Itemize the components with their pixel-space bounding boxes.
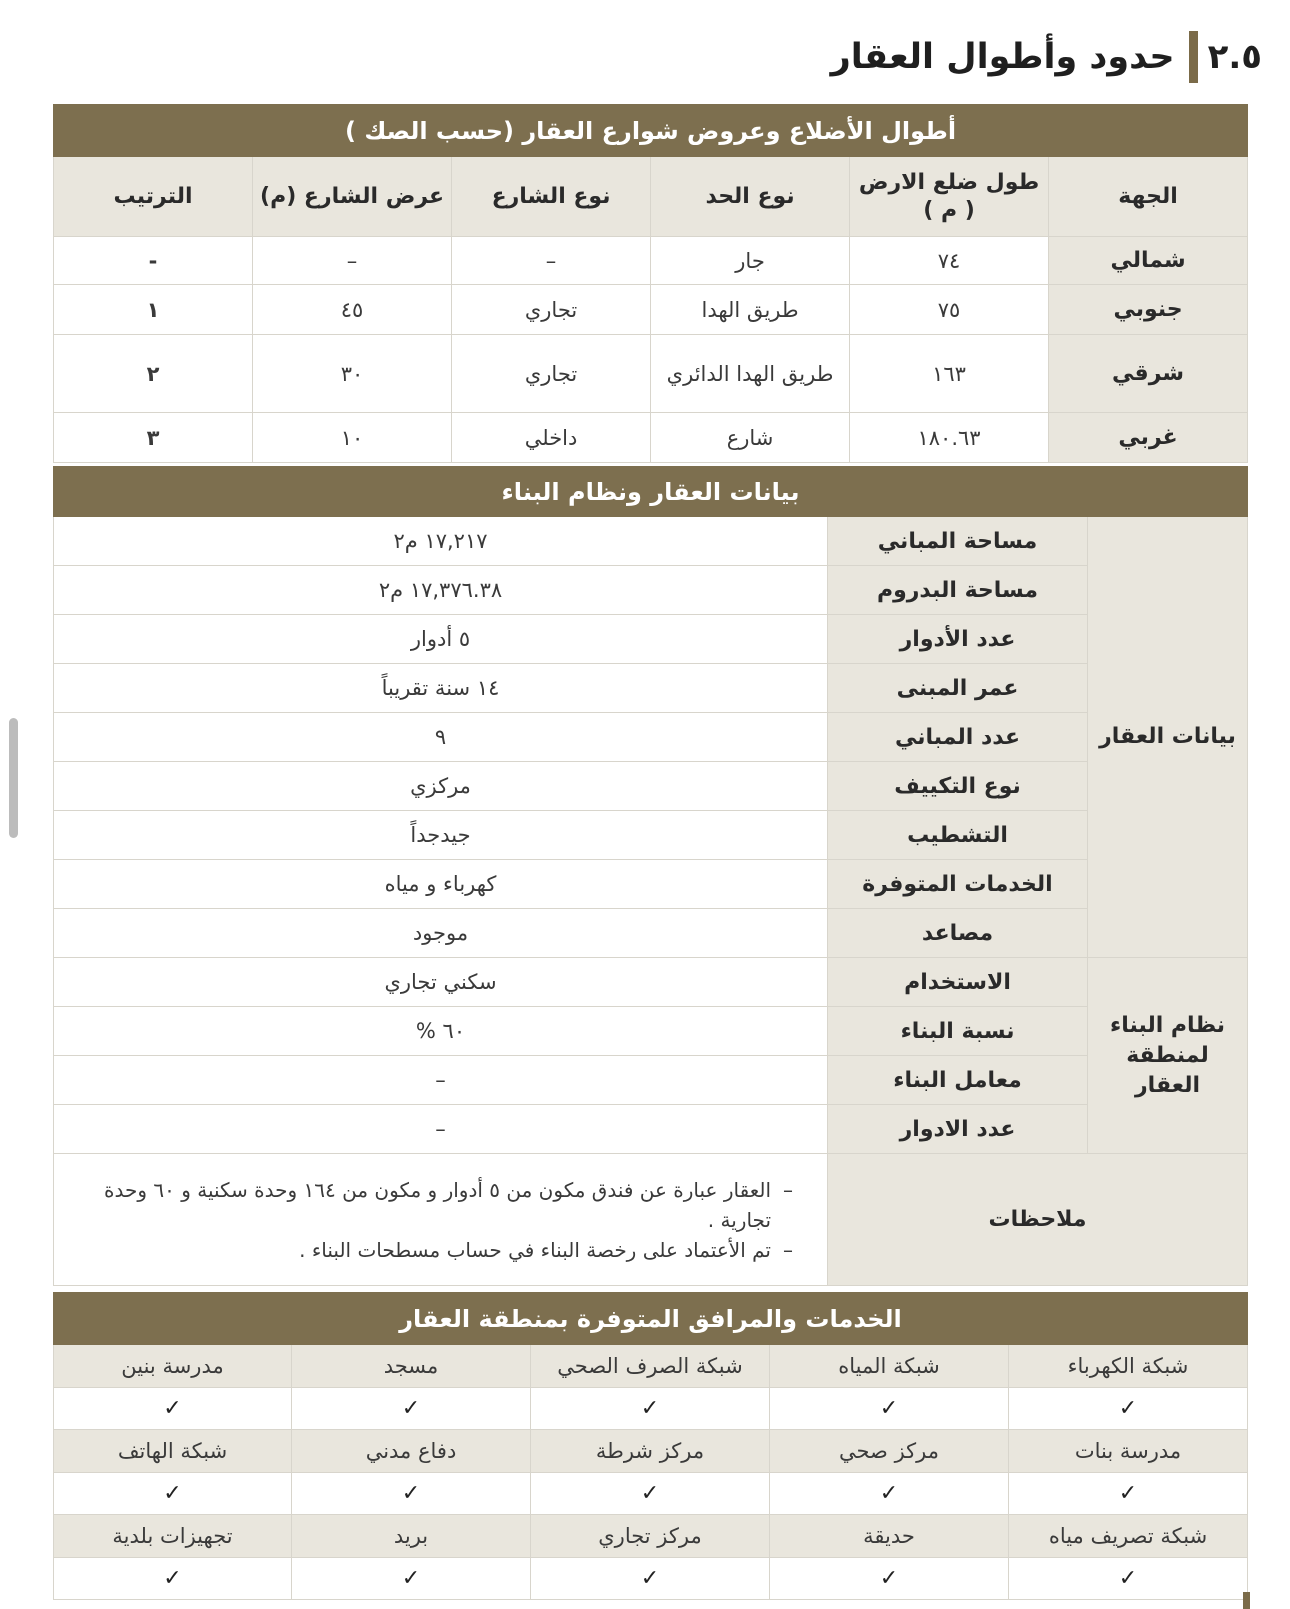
row-label: معامل البناء: [828, 1056, 1088, 1105]
check-icon: ✓: [1009, 1473, 1248, 1515]
street-type-cell: تجاري: [452, 335, 651, 413]
section-title: حدود وأطوال العقار: [830, 37, 1175, 77]
boundary-cell: طريق الهدا الدائري: [651, 335, 850, 413]
length-cell: ١٨٠.٦٣: [850, 413, 1049, 463]
table-row: [54, 615, 1248, 664]
row-label: عدد الادوار: [828, 1105, 1088, 1154]
row-value: ١٤ سنة تقريباً: [54, 664, 828, 713]
boundary-cell: طريق الهدا: [651, 285, 850, 335]
table-row: [54, 413, 1248, 463]
section-heading: [831, 28, 1262, 86]
services-table-title: الخدمات والمرافق المتوفرة بمنطقة العقار: [54, 1293, 1248, 1345]
row-label: الخدمات المتوفرة: [828, 860, 1088, 909]
service-name: شبكة الكهرباء: [1009, 1345, 1248, 1388]
note-dash: –: [783, 1177, 794, 1202]
table-row: [54, 1007, 1248, 1056]
service-name: بريد: [292, 1515, 531, 1558]
row-label: نوع التكييف: [828, 762, 1088, 811]
heading-accent-bar: [1189, 31, 1198, 83]
service-name: شبكة تصريف مياه: [1009, 1515, 1248, 1558]
street-type-cell: –: [452, 237, 651, 285]
check-icon: ✓: [531, 1473, 770, 1515]
street-type-cell: تجاري: [452, 285, 651, 335]
sides-table: [53, 104, 1248, 463]
row-value: –: [54, 1105, 828, 1154]
row-label: عمر المبنى: [828, 664, 1088, 713]
row-label: نسبة البناء: [828, 1007, 1088, 1056]
order-cell: ٢: [54, 335, 253, 413]
row-label: مساحة البدروم: [828, 566, 1088, 615]
check-icon: ✓: [531, 1558, 770, 1600]
side-cell: شرقي: [1049, 335, 1248, 413]
table-row: [54, 860, 1248, 909]
service-name: مركز شرطة: [531, 1430, 770, 1473]
col-header-side: الجهة: [1049, 157, 1248, 237]
table-row: [54, 1056, 1248, 1105]
notes-cell: [54, 1154, 828, 1286]
row-value: ٦٠ %: [54, 1007, 828, 1056]
row-value: مركزي: [54, 762, 828, 811]
col-header-boundary: نوع الحد: [651, 157, 850, 237]
page-accent-bar: [1243, 1592, 1250, 1609]
row-label: التشطيب: [828, 811, 1088, 860]
row-label: عدد الأدوار: [828, 615, 1088, 664]
row-value: سكني تجاري: [54, 958, 828, 1007]
col-header-street-width: عرض الشارع (م): [253, 157, 452, 237]
row-value: موجود: [54, 909, 828, 958]
table-row: [54, 285, 1248, 335]
service-name: حديقة: [770, 1515, 1009, 1558]
check-icon: ✓: [770, 1473, 1009, 1515]
table-row: [54, 811, 1248, 860]
street-width-cell: ١٠: [253, 413, 452, 463]
order-cell: -: [54, 237, 253, 285]
notes-label: ملاحظات: [828, 1154, 1248, 1286]
sides-table-title: أطوال الأضلاع وعروض شوارع العقار (حسب الصك ): [54, 105, 1248, 157]
row-value: –: [54, 1056, 828, 1105]
order-cell: ٣: [54, 413, 253, 463]
table-row: [54, 517, 1248, 566]
side-cell: شمالي: [1049, 237, 1248, 285]
street-width-cell: ٤٥: [253, 285, 452, 335]
row-value: كهرباء و مياه: [54, 860, 828, 909]
street-width-cell: ٣٠: [253, 335, 452, 413]
check-icon: ✓: [54, 1473, 292, 1515]
service-name: مركز تجاري: [531, 1515, 770, 1558]
service-name: شبكة الهاتف: [54, 1430, 292, 1473]
service-name: مسجد: [292, 1345, 531, 1388]
row-label: عدد المباني: [828, 713, 1088, 762]
row-label: مساحة المباني: [828, 517, 1088, 566]
note-text: تم الأعتماد على رخصة البناء في حساب مسطحات البناء .: [299, 1237, 772, 1262]
table-row: [54, 664, 1248, 713]
table-row: [54, 762, 1248, 811]
service-name: مدرسة بنين: [54, 1345, 292, 1388]
check-icon: ✓: [1009, 1388, 1248, 1430]
street-type-cell: داخلي: [452, 413, 651, 463]
table-row: [54, 335, 1248, 413]
street-width-cell: –: [253, 237, 452, 285]
check-icon: ✓: [770, 1388, 1009, 1430]
side-cell: غربي: [1049, 413, 1248, 463]
check-icon: ✓: [531, 1388, 770, 1430]
row-label: الاستخدام: [828, 958, 1088, 1007]
table-row: [54, 1105, 1248, 1154]
col-header-order: الترتيب: [54, 157, 253, 237]
note-text: العقار عبارة عن فندق مكون من ٥ أدوار و مكون من ١٦٤ وحدة سكنية و ٦٠ وحدة تجارية .: [104, 1177, 772, 1232]
check-icon: ✓: [292, 1388, 531, 1430]
boundary-cell: شارع: [651, 413, 850, 463]
row-value: ٩: [54, 713, 828, 762]
group-label-building-system: نظام البناء لمنطقة العقار: [1088, 958, 1248, 1154]
order-cell: ١: [54, 285, 253, 335]
row-value: ٥ أدوار: [54, 615, 828, 664]
row-value: ١٧,٣٧٦.٣٨ م٢: [54, 566, 828, 615]
table-row: [54, 237, 1248, 285]
check-icon: ✓: [54, 1558, 292, 1600]
section-number: ٢.٥: [1207, 37, 1262, 77]
group-label-property: بيانات العقار: [1088, 517, 1248, 958]
service-name: تجهيزات بلدية: [54, 1515, 292, 1558]
check-icon: ✓: [1009, 1558, 1248, 1600]
property-table: [53, 466, 1248, 1286]
col-header-length: طول ضلع الارض ( م ): [850, 157, 1049, 237]
check-icon: ✓: [292, 1473, 531, 1515]
services-table: [53, 1292, 1248, 1600]
length-cell: ١٦٣: [850, 335, 1049, 413]
check-icon: ✓: [54, 1388, 292, 1430]
table-row: [54, 958, 1248, 1007]
notes-row: [54, 1154, 1248, 1286]
row-label: مصاعد: [828, 909, 1088, 958]
table-row: [54, 909, 1248, 958]
note-dash: –: [783, 1237, 794, 1262]
side-cell: جنوبي: [1049, 285, 1248, 335]
table-row: [54, 713, 1248, 762]
boundary-cell: جار: [651, 237, 850, 285]
length-cell: ٧٤: [850, 237, 1049, 285]
service-name: دفاع مدني: [292, 1430, 531, 1473]
table-row: [54, 566, 1248, 615]
row-value: جيدجداً: [54, 811, 828, 860]
service-name: شبكة الصرف الصحي: [531, 1345, 770, 1388]
note-item: [78, 1175, 805, 1235]
col-header-street-type: نوع الشارع: [452, 157, 651, 237]
service-name: مركز صحي: [770, 1430, 1009, 1473]
row-value: ١٧,٢١٧ م٢: [54, 517, 828, 566]
note-item: [78, 1235, 805, 1265]
length-cell: ٧٥: [850, 285, 1049, 335]
property-table-title: بيانات العقار ونظام البناء: [54, 467, 1248, 517]
check-icon: ✓: [770, 1558, 1009, 1600]
service-name: مدرسة بنات: [1009, 1430, 1248, 1473]
scrollbar-thumb[interactable]: [9, 718, 18, 838]
service-name: شبكة المياه: [770, 1345, 1009, 1388]
check-icon: ✓: [292, 1558, 531, 1600]
